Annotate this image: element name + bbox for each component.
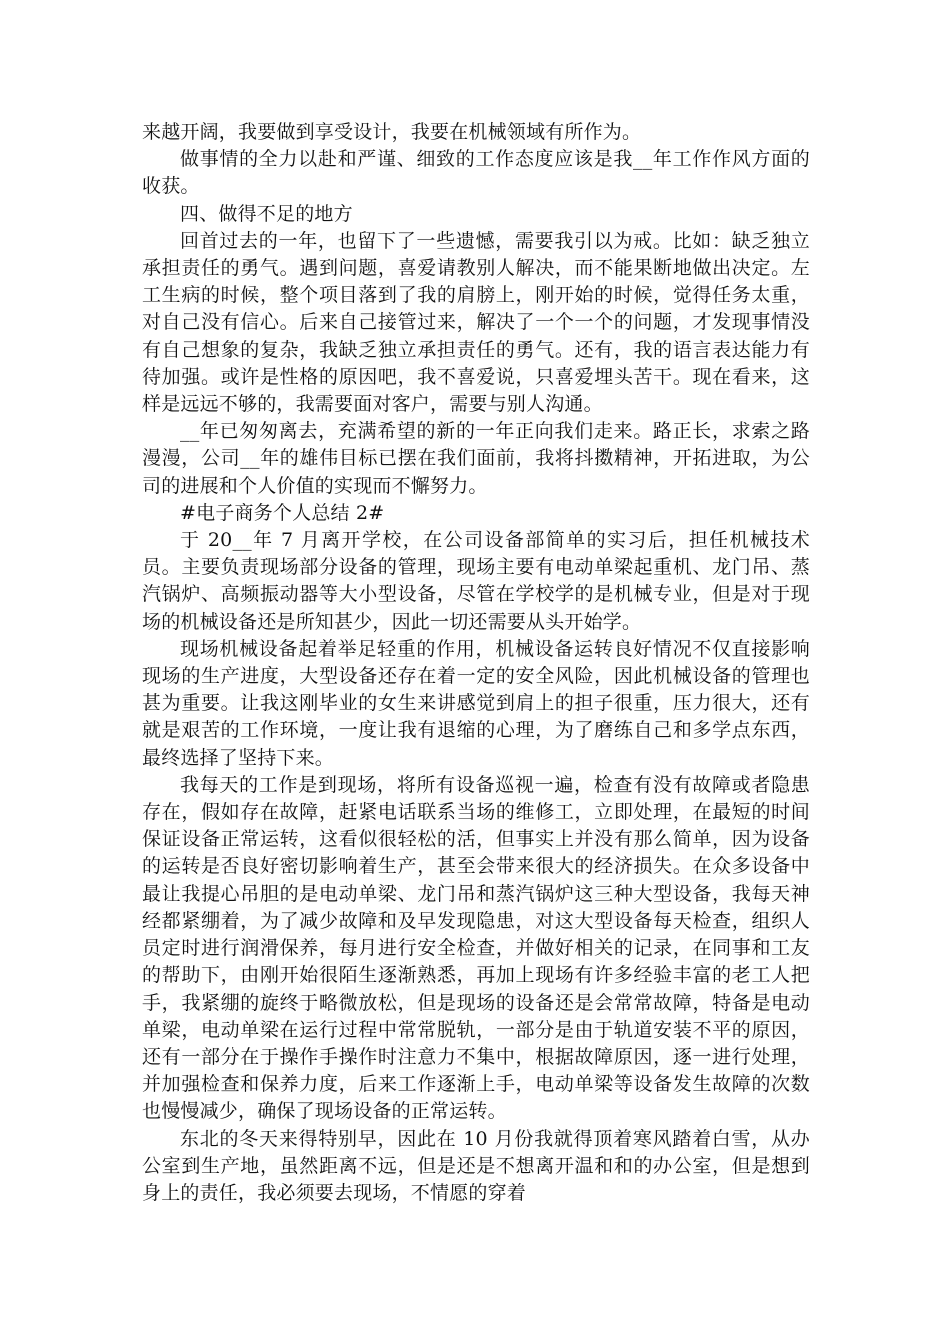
paragraph-daily-work: 我每天的工作是到现场，将所有设备巡视一遍，检查有没有故障或者隐患存在，假如存在故障，赶紧电话联系当场的维修工，立即处理，在最短的时间保证设备正常运转，这看似很轻松的活，但事实上并没有那么简单，因为设备的运转是否良好密切影响着生产，甚至会带来很大的经济损失。在众多设备中最让我提心吊胆的是电动单梁、龙门吊和蒸汽锅炉这三种大型设备，我每天神经都紧绷着，为了减少故障和及早发现隐患，对这大型设备每天检查，组织人员定时进行润滑保养，每月进行安全检查，并做好相关的记录，在同事和工友的帮助下，由刚开始很陌生逐渐熟悉，再加上现场有许多经验丰富的老工人把手，我紧绷的旋终于略微放松，但是现场的设备还是会常常故障，特备是电动单梁，电动单梁在运行过程中常常脱轨，一部分是由于轨道安装不平的原因，还有一部分在于操作手操作时注意力不集中，根据故障原因，逐一进行处理，并加强检查和保养力度，后来工作逐渐上手，电动单梁等设备发生故障的次数也慢慢减少，确保了现场设备的正常运转。 (142, 773, 810, 1123)
paragraph-winter: 东北的冬天来得特别早，因此在 10 月份我就得顶着寒风踏着白雪，从办公室到生产地，虽然距离不远，但是还是不想离开温和和的办公室，但是想到身上的责任，我必须要去现场，不情愿的穿着 (142, 1127, 810, 1204)
section-heading-summary-2: #电子商务个人总结 2# (180, 501, 385, 524)
paragraph-work-attitude: 做事情的全力以赴和严谨、细致的工作态度应该是我__年工作作风方面的收获。 (142, 148, 810, 198)
paragraph-intro-job: 于 20__年 7 月离开学校，在公司设备部简单的实习后，担任机械技术员。主要负责现场部分设备的管理，现场主要有电动单梁起重机、龙门吊、蒸汽锅炉、高频振动器等大小型设备，尽管在学校学的是机械专业，但是对于现场的机械设备还是所知甚少，因此一切还需要从头开始学。 (142, 529, 810, 633)
paragraph-equipment-role: 现场机械设备起着举足轻重的作用，机械设备运转良好情况不仅直接影响现场的生产进度，大型设备还存在着一定的安全风险，因此机械设备的管理也甚为重要。让我这刚毕业的女生来讲感觉到肩上的担子很重，压力很大，还有就是艰苦的工作环境，一度让我有退缩的心理，为了磨练自己和多学点东西，最终选择了坚持下来。 (142, 637, 810, 769)
document-body (142, 119, 810, 1207)
section-heading-shortcomings: 四、做得不足的地方 (180, 202, 353, 225)
paragraph-continuation: 来越开阔，我要做到享受设计，我要在机械领域有所作为。 (142, 121, 642, 143)
paragraph-new-year: __年已匆匆离去，充满希望的新的一年正向我们走来。路正长，求索之路漫漫，公司__年的雄伟目标已摆在我们面前，我将抖擞精神，开拓进取，为公司的进展和个人价值的实现而不懈努力。 (142, 420, 810, 497)
paragraph-regrets: 回首过去的一年，也留下了一些遗憾，需要我引以为戒。比如：缺乏独立承担责任的勇气。遇到问题，喜爱请教别人解决，而不能果断地做出决定。左工生病的时候，整个项目落到了我的肩膀上，刚开始的时候，觉得任务太重，对自己没有信心。后来自己接管过来，解决了一个一个的问题，才发现事情没有自己想象的复杂，我缺乏独立承担责任的勇气。还有，我的语言表达能力有待加强。或许是性格的原因吧，我不喜爱说，只喜爱埋头苦干。现在看来，这样是远远不够的，我需要面对客户，需要与别人沟通。 (142, 229, 810, 416)
